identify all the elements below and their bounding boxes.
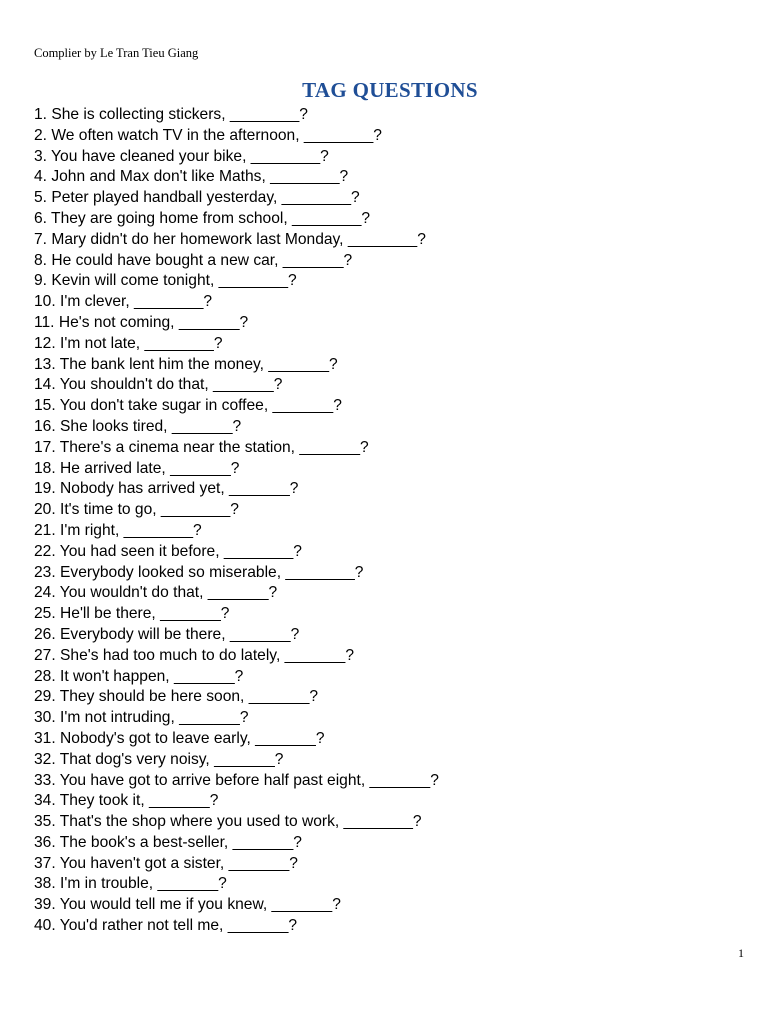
list-item: 4. John and Max don't like Maths, ________?	[34, 168, 349, 186]
list-item: 16. She looks tired, _______?	[34, 417, 242, 435]
compiler-credit: Complier by Le Tran Tieu Giang	[34, 46, 199, 60]
list-item: 27. She's had too much to do lately, _______?	[34, 646, 354, 664]
list-item: 33. You have got to arrive before half past eight, _______?	[34, 771, 439, 789]
page-title: TAG QUESTIONS	[302, 78, 478, 102]
list-item: 24. You wouldn't do that, _______?	[34, 584, 278, 602]
list-item: 18. He arrived late, _______?	[34, 459, 240, 477]
list-item: 32. That dog's very noisy, _______?	[34, 750, 284, 768]
list-item: 38. I'm in trouble, _______?	[34, 875, 227, 893]
list-item: 9. Kevin will come tonight, ________?	[34, 272, 297, 290]
list-item: 17. There's a cinema near the station, _______?	[34, 438, 369, 456]
list-item: 31. Nobody's got to leave early, _______?	[34, 729, 325, 747]
list-item: 22. You had seen it before, ________?	[34, 542, 302, 560]
list-item: 3. You have cleaned your bike, ________?	[34, 147, 329, 165]
list-item: 34. They took it, _______?	[34, 792, 219, 810]
list-item: 8. He could have bought a new car, _______?	[34, 251, 353, 269]
list-item: 39. You would tell me if you knew, _______?	[34, 896, 341, 914]
question-list	[34, 105, 439, 937]
list-item: 29. They should be here soon, _______?	[34, 688, 319, 706]
list-item: 13. The bank lent him the money, _______?	[34, 355, 338, 373]
list-item: 15. You don't take sugar in coffee, _______?	[34, 397, 342, 415]
list-item: 40. You'd rather not tell me, _______?	[34, 917, 298, 935]
list-item: 23. Everybody looked so miserable, ________?	[34, 563, 364, 581]
list-item: 1. She is collecting stickers, ________?	[34, 106, 308, 123]
list-item: 14. You shouldn't do that, _______?	[34, 376, 283, 394]
list-item: 10. I'm clever, ________?	[34, 293, 213, 311]
list-item: 37. You haven't got a sister, _______?	[34, 854, 298, 872]
list-item: 20. It's time to go, ________?	[34, 501, 239, 519]
list-item: 30. I'm not intruding, _______?	[34, 709, 249, 727]
list-item: 28. It won't happen, _______?	[34, 667, 244, 685]
list-item: 7. Mary didn't do her homework last Monday, ________?	[34, 230, 426, 248]
list-item: 26. Everybody will be there, _______?	[34, 625, 300, 643]
list-item: 19. Nobody has arrived yet, _______?	[34, 480, 299, 498]
list-item: 35. That's the shop where you used to work, ________?	[34, 813, 422, 831]
list-item: 11. He's not coming, _______?	[34, 313, 249, 331]
list-item: 2. We often watch TV in the afternoon, ________?	[34, 126, 382, 144]
list-item: 5. Peter played handball yesterday, ________?	[34, 189, 360, 207]
page-number: 1	[738, 946, 744, 960]
list-item: 36. The book's a best-seller, _______?	[34, 833, 302, 851]
list-item: 6. They are going home from school, ________?	[34, 209, 371, 227]
list-item: 21. I'm right, ________?	[34, 521, 202, 539]
list-item: 12. I'm not late, ________?	[34, 334, 223, 352]
list-item: 25. He'll be there, _______?	[34, 605, 230, 623]
